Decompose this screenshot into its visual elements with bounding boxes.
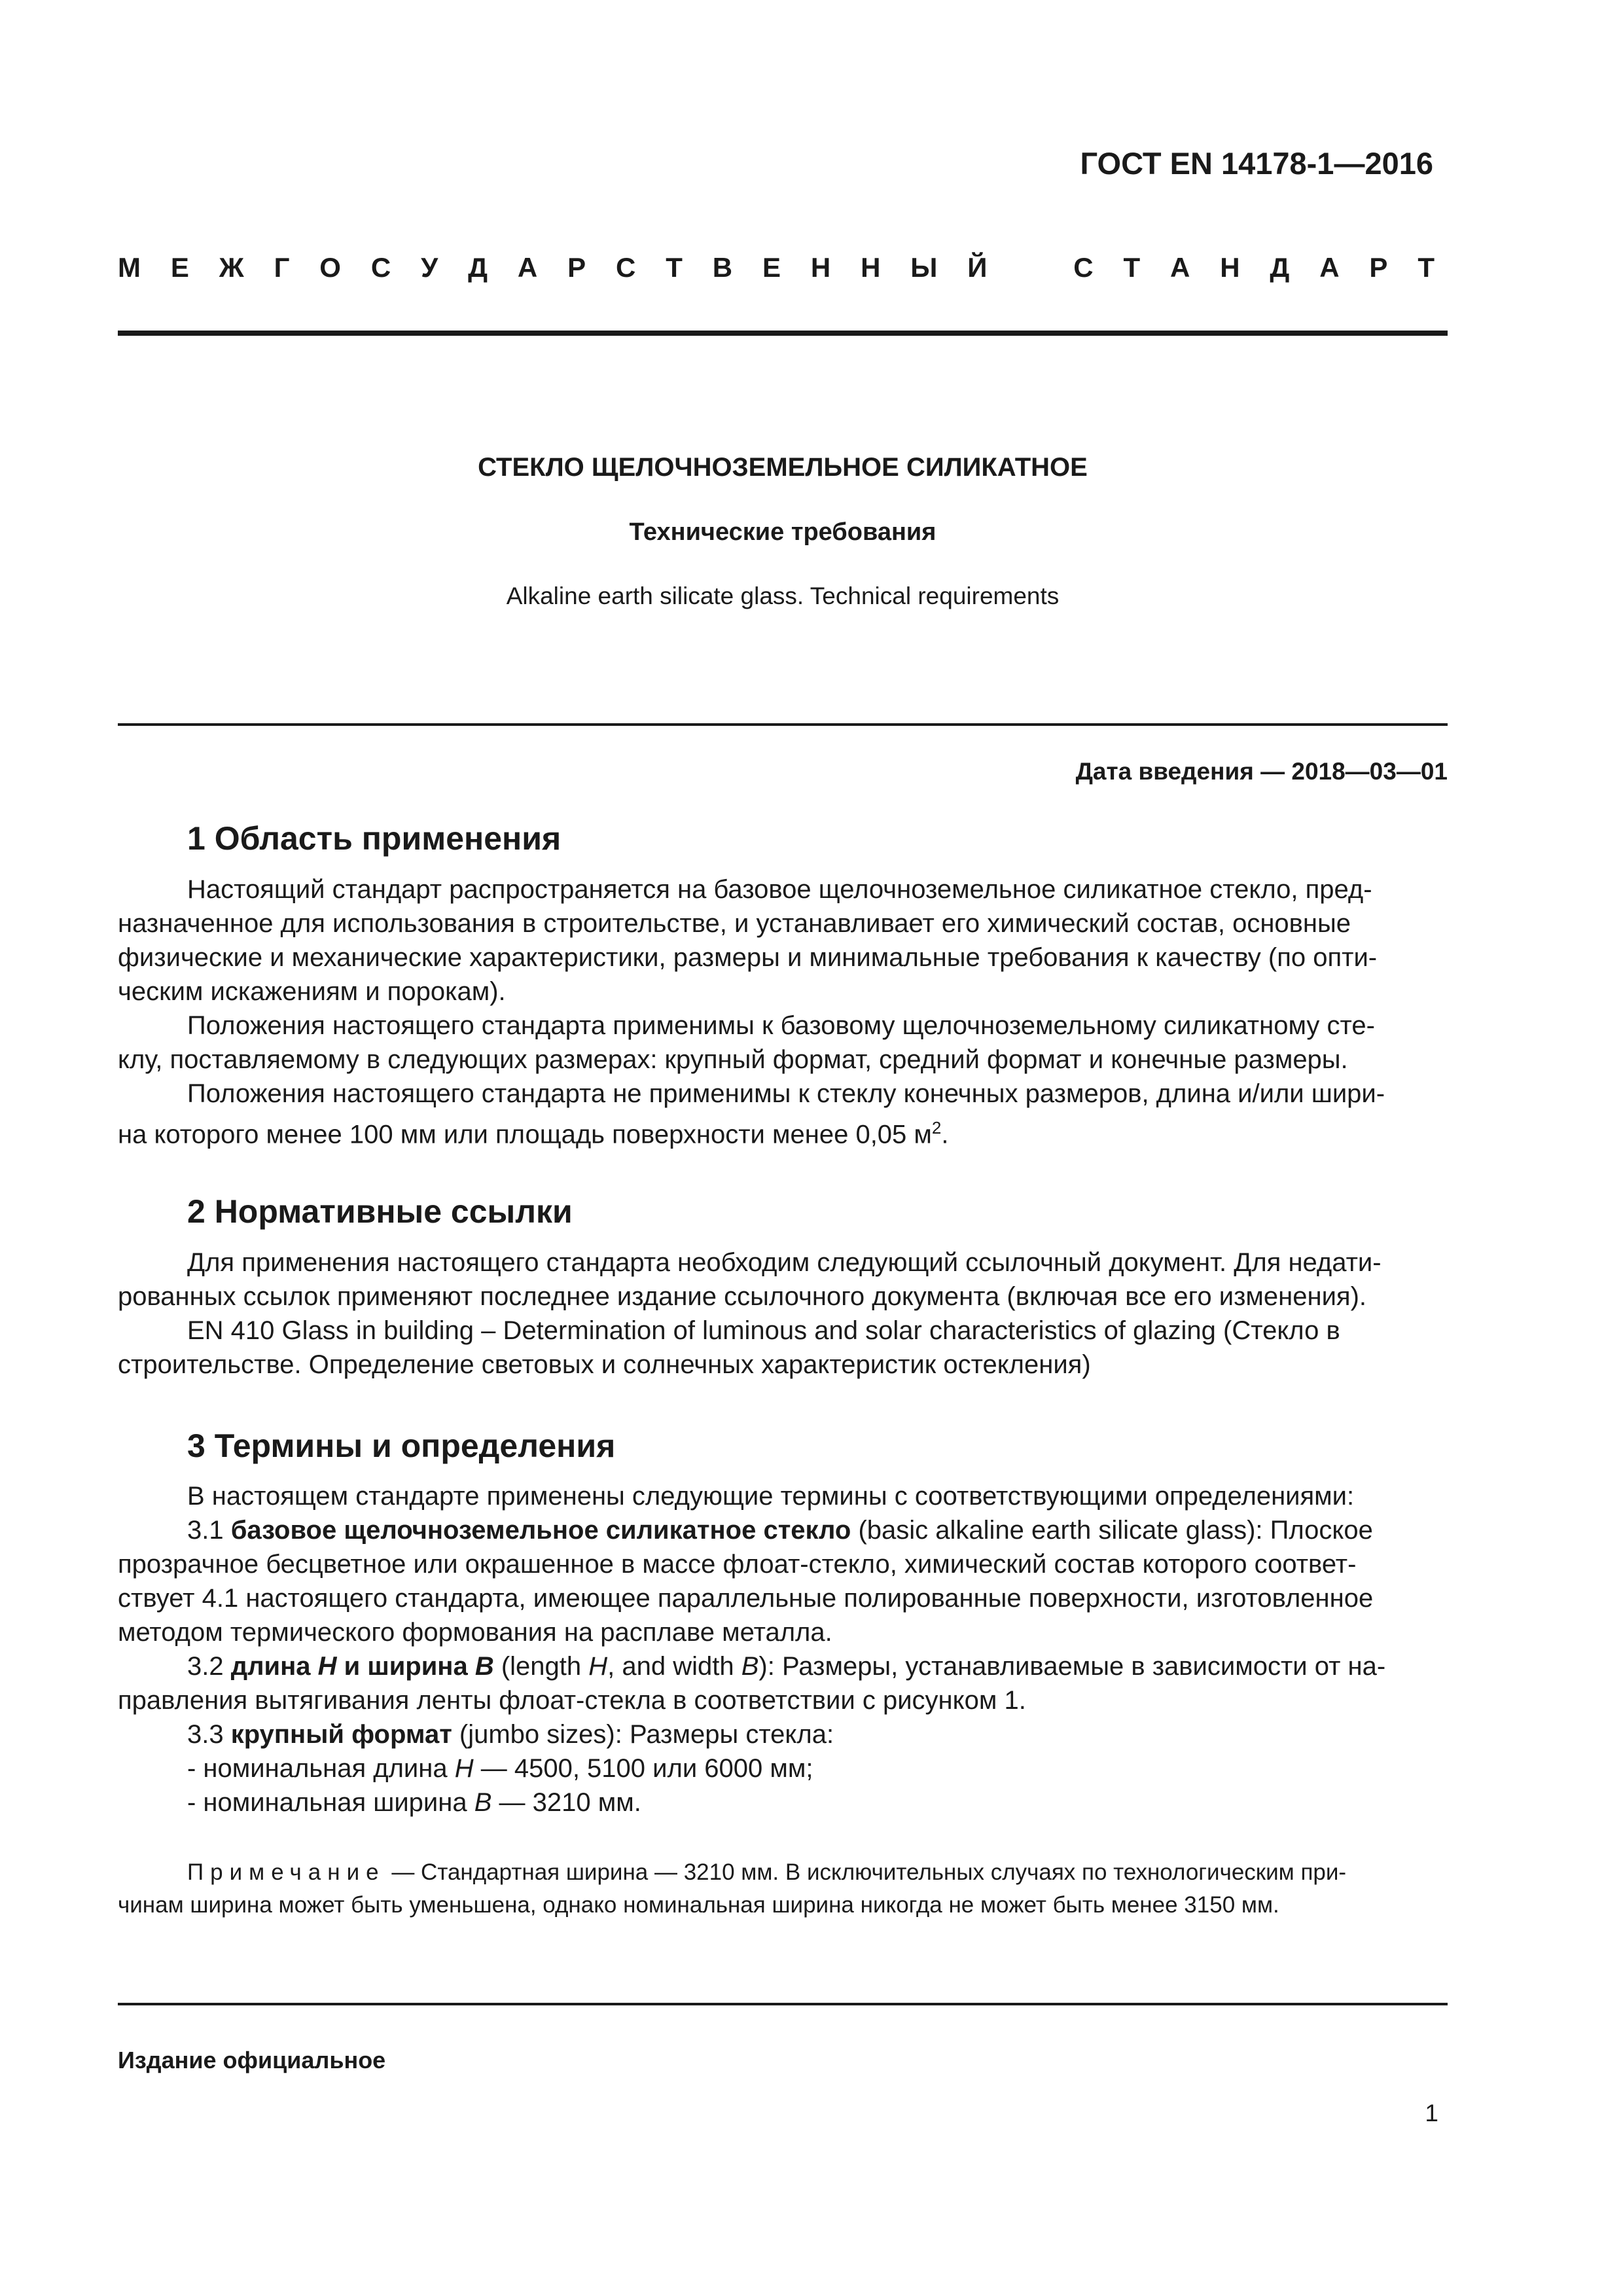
list-item [118, 1751, 1448, 1785]
text-fragment: . [941, 1120, 949, 1149]
banner-letter: Т [666, 252, 683, 283]
official-edition-label: Издание официальное [118, 2047, 386, 2073]
symbol-b: B [474, 1788, 492, 1817]
section-1-line: Положения настоящего стандарта применимы к базовому щелочноземельному силикатному сте- [187, 1011, 1375, 1040]
term-number: 3.1 [187, 1516, 231, 1545]
introduction-date: Дата введения — 2018—03—01 [1075, 758, 1448, 785]
symbol-b: B [741, 1652, 759, 1681]
document-subtitle: Технические требования [629, 518, 936, 546]
footer-rule [118, 2003, 1448, 2005]
term-text: (length [493, 1652, 589, 1681]
section-2-line: строительстве. Определение световых и солнечных характеристик остекления) [118, 1350, 1091, 1379]
term-text: ): Размеры, устанавливаемые в зависимости от на- [758, 1652, 1386, 1681]
section-2-line: рованных ссылок применяют последнее издание ссылочного документа (включая все его изменения). [118, 1282, 1367, 1311]
section-3-intro: В настоящем стандарте применены следующие термины с соответствующими определениями: [187, 1482, 1355, 1511]
term-number: 3.2 [187, 1652, 231, 1681]
banner-letter: В [712, 252, 733, 283]
section-2-line: Для применения настоящего стандарта необходим следующий ссылочный документ. Для недати- [187, 1248, 1382, 1277]
banner-letter: Ы [910, 252, 938, 283]
banner-letter: У [421, 252, 438, 283]
section-1-heading: 1 Область применения [187, 820, 562, 857]
banner-letter: Н [810, 252, 831, 283]
section-1-line-last [118, 1111, 1448, 1149]
page-number: 1 [1425, 2100, 1438, 2126]
banner-letter: Р [567, 252, 586, 283]
term-3-2-line: правления вытягивания ленты флоат-стекла в соответствии с рисунком 1. [118, 1686, 1026, 1715]
term-name: базовое щелочноземельное силикатное стекло [230, 1516, 851, 1545]
banner-letter: Ж [219, 252, 244, 283]
note [118, 1856, 1448, 1922]
banner-letter: Н [861, 252, 881, 283]
section-2-line: EN 410 Glass in building – Determination of luminous and solar characteristics of glazing (Стекло в [187, 1316, 1340, 1345]
banner-gap [1017, 252, 1043, 283]
term-name: крупный формат [230, 1720, 452, 1749]
banner-letter: М [118, 252, 141, 283]
note-text: — Стандартная ширина — 3210 мм. В исключительных случаях по технологическим при- [385, 1859, 1347, 1885]
banner-letter: С [615, 252, 636, 283]
banner-letter: А [1169, 252, 1190, 283]
banner-letter: Й [967, 252, 988, 283]
banner-letter: А [1319, 252, 1340, 283]
banner-letter: Т [1123, 252, 1141, 283]
term-3-1 [118, 1513, 1448, 1547]
list-text: - номинальная ширина [187, 1788, 474, 1817]
note-label: Примечание [187, 1859, 385, 1885]
text-fragment: на которого менее 100 мм или площадь поверхности менее 0,05 м [118, 1120, 932, 1149]
term-name [231, 1652, 494, 1681]
section-1-line: назначенное для использования в строительстве, и устанавливает его химический состав, основные [118, 909, 1351, 938]
section-1-line: ческим искажениям и порокам). [118, 977, 506, 1006]
term-3-3 [118, 1717, 1448, 1751]
banner-letter: Т [1418, 252, 1435, 283]
term-number: 3.3 [187, 1720, 231, 1749]
banner-letter: С [1073, 252, 1094, 283]
symbol-h: H [454, 1754, 474, 1783]
symbol-h: H [317, 1652, 337, 1681]
banner-letter: Е [762, 252, 781, 283]
banner-letter: О [319, 252, 341, 283]
term-3-2 [118, 1649, 1448, 1683]
section-1-line: клу, поставляемому в следующих размерах: крупный формат, средний формат и конечные размеры. [118, 1045, 1348, 1074]
term-text: , and width [607, 1652, 741, 1681]
section-2-heading: 2 Нормативные ссылки [187, 1193, 573, 1230]
document-english-title: Alkaline earth silicate glass. Technical requirements [506, 583, 1060, 609]
banner-letter: Д [468, 252, 488, 283]
superscript: 2 [931, 1118, 942, 1138]
term-text: (basic alkaline earth silicate glass): Плоское [851, 1516, 1373, 1545]
banner-letter: А [517, 252, 538, 283]
symbol-b: B [474, 1652, 494, 1681]
note-line [118, 1856, 1448, 1889]
term-3-1-line: методом термического формования на расплаве металла. [118, 1618, 832, 1647]
banner-letter: Е [170, 252, 189, 283]
section-1-line: физические и механические характеристики, размеры и минимальные требования к качеству (по опти- [118, 943, 1378, 972]
interstate-standard-banner [118, 252, 1435, 283]
section-2-body [118, 1246, 1448, 1382]
list-item [118, 1785, 1448, 1820]
section-3-body [118, 1479, 1448, 1820]
note-line: чинам ширина может быть уменьшена, однако номинальная ширина никогда не может быть менее 3150 мм. [118, 1892, 1279, 1918]
banner-letter: С [370, 252, 391, 283]
document-title: СТЕКЛО ЩЕЛОЧНОЗЕМЕЛЬНОЕ СИЛИКАТНОЕ [478, 453, 1088, 482]
banner-letter: Н [1220, 252, 1240, 283]
list-text: - номинальная длина [187, 1754, 455, 1783]
section-1-line: Настоящий стандарт распространяется на базовое щелочноземельное силикатное стекло, пред- [187, 875, 1372, 904]
banner-letter: Г [274, 252, 290, 283]
term-text: (jumbo sizes): Размеры стекла: [452, 1720, 834, 1749]
term-name-part: длина [230, 1652, 318, 1681]
symbol-h: H [588, 1652, 608, 1681]
term-3-1-line: прозрачное бесцветное или окрашенное в массе флоат-стекло, химический состав которого соответ- [118, 1550, 1357, 1579]
header-rule [118, 331, 1448, 336]
section-1-body [118, 872, 1448, 1149]
section-1-line: Положения настоящего стандарта не применимы к стеклу конечных размеров, длина и/или шири- [187, 1079, 1385, 1108]
banner-letter: Д [1270, 252, 1290, 283]
list-text: — 4500, 5100 или 6000 мм; [473, 1754, 813, 1783]
title-rule [118, 723, 1448, 726]
list-text: — 3210 мм. [491, 1788, 641, 1817]
term-3-1-line: ствует 4.1 настоящего стандарта, имеющее параллельные полированные поверхности, изготовленное [118, 1584, 1374, 1613]
banner-letter: Р [1369, 252, 1388, 283]
standard-designation: ГОСТ EN 14178-1—2016 [1080, 146, 1433, 181]
term-name-part: и ширина [336, 1652, 475, 1681]
section-3-heading: 3 Термины и определения [187, 1427, 616, 1464]
